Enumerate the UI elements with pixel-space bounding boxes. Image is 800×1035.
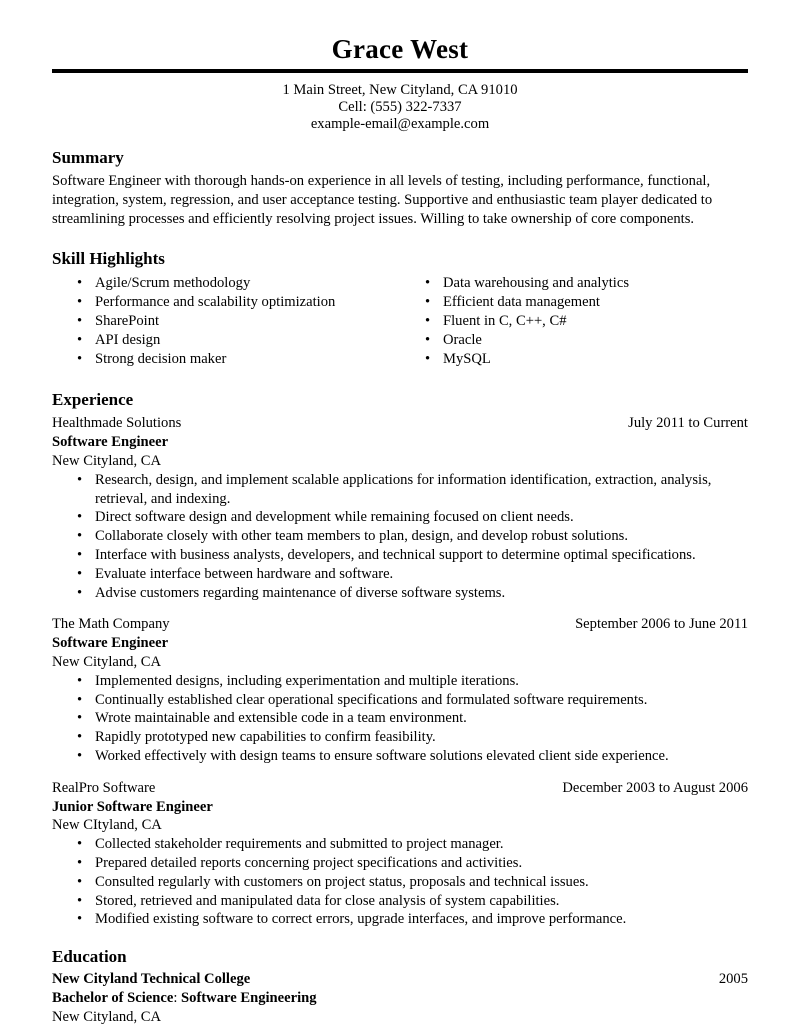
- job-bullet: • Collaborate closely with other team members to plan, design, and develop robust solutions.: [52, 527, 748, 546]
- skill-item: • MySQL: [400, 350, 748, 369]
- education-school: New Cityland Technical College: [52, 971, 251, 988]
- skills-column-right: [400, 274, 748, 368]
- job-bullet: • Interface with business analysts, developers, and technical support to determine optimal specifications.: [52, 546, 748, 565]
- contact-phone: Cell: (555) 322-7337: [338, 99, 462, 115]
- job-bullet: • Research, design, and implement scalable applications for information identification, extraction, analysis, retrieval, and indexing.: [52, 471, 748, 509]
- skill-item: • API design: [52, 331, 400, 350]
- contact-email: example-email@example.com: [310, 116, 490, 132]
- job-bullet: • Evaluate interface between hardware and software.: [52, 565, 748, 584]
- summary-text: Software Engineer with thorough hands-on experience in all levels of testing, including performance, functional, integration, system, regression, and user acceptance testing. Supportive and enthusiastic team player dedicated to streamlining processes and efficiently resolving project issues. Willing to take ownership of core components.: [52, 173, 713, 227]
- job-bullet: • Collected stakeholder requirements and submitted to project manager.: [52, 835, 748, 854]
- contact-block: [52, 82, 748, 133]
- job-bullet: • Implemented designs, including experimentation and multiple iterations.: [52, 672, 748, 691]
- job-title: Software Engineer: [52, 434, 169, 451]
- skills-heading: Skill Highlights: [52, 249, 165, 269]
- job-bullet: • Stored, retrieved and manipulated data for close analysis of system capabilities.: [52, 892, 748, 911]
- job-bullet: • Modified existing software to correct errors, upgrade interfaces, and improve performance.: [52, 910, 748, 929]
- job-location: New Cityland, CA: [52, 653, 162, 670]
- job-bullet: • Prepared detailed reports concerning project specifications and activities.: [52, 854, 748, 873]
- job-company: RealPro Software: [52, 779, 156, 796]
- summary-section: [52, 148, 748, 228]
- job-entry: [52, 414, 748, 602]
- skill-item: • Oracle: [400, 331, 748, 350]
- skills-column-left: [52, 274, 400, 368]
- candidate-name: Grace West: [331, 34, 469, 64]
- skill-item: • Agile/Scrum methodology: [52, 274, 400, 293]
- education-degree-line: [52, 989, 748, 1008]
- skills-columns: [52, 274, 748, 368]
- job-location: New CItyland, CA: [52, 817, 162, 834]
- education-section: [52, 947, 748, 1026]
- education-degree-separator: :: [173, 989, 182, 1006]
- job-location: New Cityland, CA: [52, 452, 162, 469]
- job-company: The Math Company: [52, 616, 170, 633]
- skill-item: • SharePoint: [52, 312, 400, 331]
- skill-item: • Efficient data management: [400, 293, 748, 312]
- job-header: [52, 615, 748, 634]
- education-year: 2005: [718, 971, 748, 988]
- skill-item: • Data warehousing and analytics: [400, 274, 748, 293]
- job-bullet: • Wrote maintainable and extensible code in a team environment.: [52, 709, 748, 728]
- job-entry: [52, 779, 748, 929]
- job-bullets: [52, 672, 748, 766]
- job-company: Healthmade Solutions: [52, 415, 182, 432]
- experience-section: [52, 390, 748, 929]
- job-title: Junior Software Engineer: [52, 798, 213, 815]
- job-bullet: • Advise customers regarding maintenance of diverse software systems.: [52, 584, 748, 603]
- job-entry: [52, 615, 748, 765]
- job-bullet: • Consulted regularly with customers on project status, proposals and technical issues.: [52, 873, 748, 892]
- education-field: Software Engineering: [181, 989, 317, 1006]
- job-dates: December 2003 to August 2006: [562, 779, 748, 796]
- job-dates: July 2011 to Current: [628, 415, 748, 432]
- education-location: New Cityland, CA: [52, 1008, 162, 1025]
- job-header: [52, 779, 748, 798]
- job-header: [52, 414, 748, 433]
- education-school-row: [52, 970, 748, 989]
- job-bullet: • Continually established clear operational specifications and formulated software requirements.: [52, 691, 748, 710]
- education-degree: Bachelor of Science: [52, 989, 174, 1006]
- job-bullet: • Direct software design and development while remaining focused on client needs.: [52, 508, 748, 527]
- job-bullets: [52, 835, 748, 929]
- education-heading: Education: [52, 947, 127, 967]
- job-bullet: • Worked effectively with design teams to ensure software solutions elevated client side experience.: [52, 747, 748, 766]
- job-title: Software Engineer: [52, 635, 169, 652]
- skill-item: • Fluent in C, C++, C#: [400, 312, 748, 331]
- contact-address: 1 Main Street, New Cityland, CA 91010: [282, 82, 518, 98]
- skill-item: • Performance and scalability optimization: [52, 293, 400, 312]
- job-bullets: [52, 471, 748, 603]
- job-bullet: • Rapidly prototyped new capabilities to confirm feasibility.: [52, 728, 748, 747]
- job-dates: September 2006 to June 2011: [575, 616, 748, 633]
- skills-section: [52, 249, 748, 368]
- skill-item: • Strong decision maker: [52, 350, 400, 369]
- summary-heading: Summary: [52, 148, 124, 167]
- header-rule: [52, 69, 748, 73]
- experience-heading: Experience: [52, 390, 134, 410]
